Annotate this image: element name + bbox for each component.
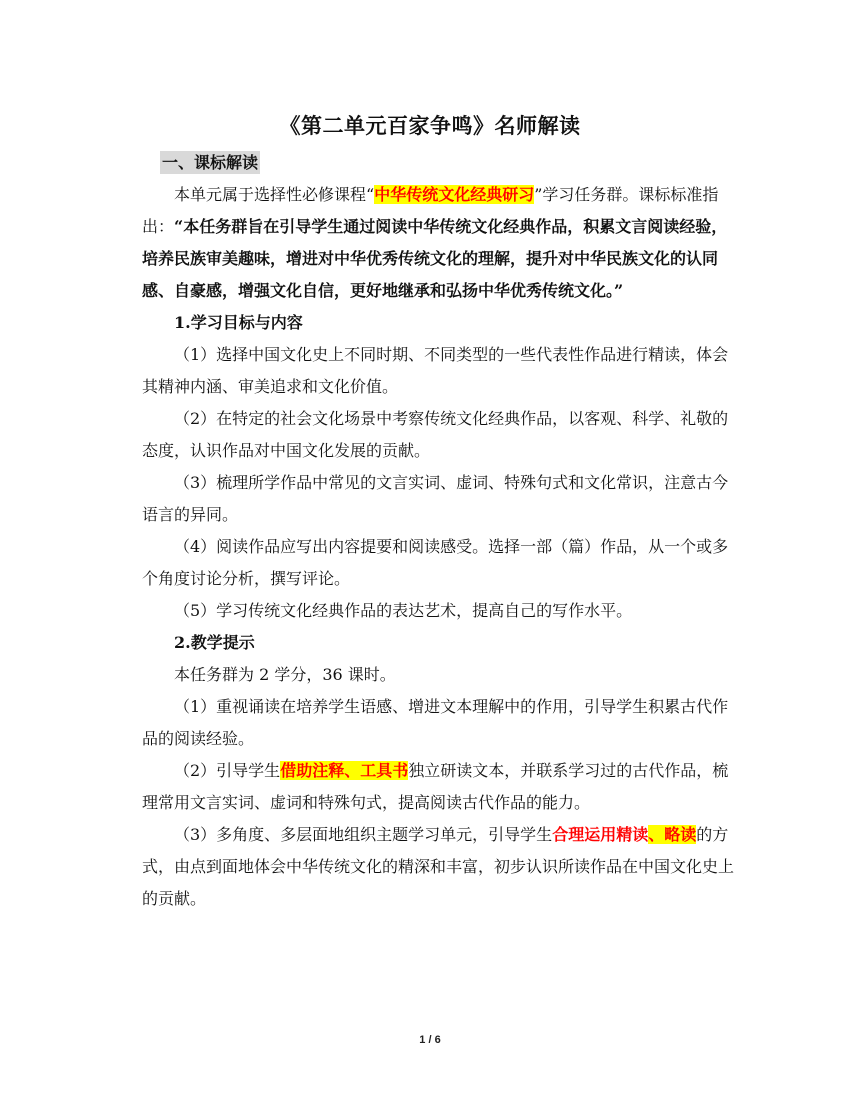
tip2-text-1: （2）引导学生 <box>174 761 281 780</box>
intro-paragraph <box>142 179 736 307</box>
intro-quote: “本任务群旨在引导学生通过阅读中华传统文化经典作品，积累文言阅读经验，培养民族审美趣味，增进对中华优秀传统文化的理解，提升对中华民族文化的认同感、自豪感，增强文化自信，更好地继承和弘扬中华优秀传统文化。” <box>142 217 728 300</box>
tip3-text-1: （3）多角度、多层面地组织主题学习单元，引导学生 <box>174 825 553 844</box>
tip3-text-2: 的方式，由点到面地体会中华传统文化的精深和丰富，初步认识所读作品在中国文化史上的贡献。 <box>142 825 735 908</box>
tip-item <box>142 755 736 819</box>
goal-item: （2）在特定的社会文化场景中考察传统文化经典作品，以客观、科学、礼敬的态度，认识作品对中国文化发展的贡献。 <box>142 409 729 460</box>
tip3-highlight: 、略读 <box>648 825 697 844</box>
goal-item: （4）阅读作品应写出内容提要和阅读感受。选择一部（篇）作品，从一个或多个角度讨论分析，撰写评论。 <box>142 537 729 588</box>
sub-heading-goals: 1.学习目标与内容 <box>174 313 303 332</box>
section-heading <box>160 147 736 179</box>
goal-item: （5）学习传统文化经典作品的表达艺术，提高自己的写作水平。 <box>174 601 633 620</box>
intro-highlight: 中华传统文化经典研习 <box>374 185 535 204</box>
tip2-text-2: 独立研读文本，并联系学习过的古代作品，梳理常用文言实词、虚词和特殊句式，提高阅读古代作品的能力。 <box>142 761 729 812</box>
intro-text-1: 本单元属于选择性必修课程“ <box>174 185 375 204</box>
page-number: 1 / 6 <box>419 1034 441 1046</box>
document-title: 《第二单元百家争鸣》名师解读 <box>279 113 581 138</box>
document-body <box>142 147 736 915</box>
goal-item: （3）梳理所学作品中常见的文言实词、虚词、特殊句式和文化常识，注意古今语言的异同。 <box>142 473 729 524</box>
goal-item: （1）选择中国文化史上不同时期、不同类型的一些代表性作品进行精读，体会其精神内涵、审美追求和文化价值。 <box>142 345 729 396</box>
tip2-highlight: 借助注释、工具书 <box>280 761 409 780</box>
section-heading-text: 一、课标解读 <box>162 153 259 172</box>
tip3-red: 合理运用精读 <box>552 825 649 844</box>
credit-line: 本任务群为 2 学分，36 课时。 <box>174 665 396 684</box>
sub-heading-tips: 2.教学提示 <box>174 633 255 652</box>
tip-item <box>142 819 736 915</box>
intro-text-2: ”学习任务群。课标标准指出： <box>142 185 719 236</box>
tip-item: （1）重视诵读在培养学生语感、增进文本理解中的作用，引导学生积累古代作品的阅读经验。 <box>142 697 729 748</box>
